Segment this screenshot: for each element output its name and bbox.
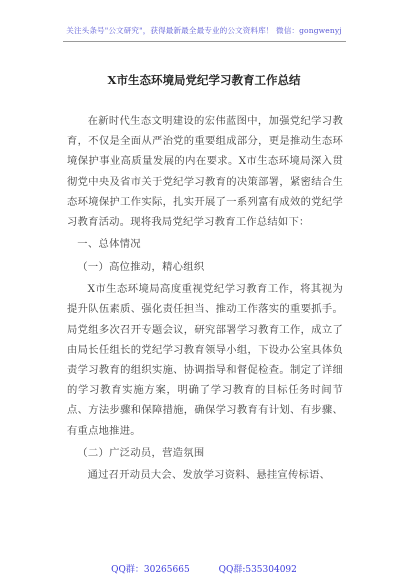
subsection-heading-2: （二）广泛动员，营造氛围 [77, 446, 205, 459]
footer-qq-group-2: QQ群:535304092 [218, 565, 297, 575]
header-note: 关注头条号"公文研究"，获得最新最全最专业的公文资料库！ 微信：gongwenyj [66, 26, 342, 35]
footer-qq-group-1: QQ群：30265665 [111, 565, 190, 575]
document-title: X市生态环境局党纪学习教育工作总结 [107, 73, 301, 87]
footer-contact [0, 562, 408, 575]
body-paragraph-1: X市生态环境局高度重视党纪学习教育工作，将其视为提升队伍素质、强化责任担当、推动工作落实的重要抓手。局党组多次召开专题会议，研究部署学习教育工作，成立了由局长任组长的党纪学习教育领导小组，下设办公室具体负责学习教育的组织实施、协调指导和督促检查。制定了详细的学习教育实施方案，明确了学习教育的目标任务时间节点、方法步骤和保障措施，确保学习教育有计划、有步骤、有重点地推进。 [67, 283, 343, 437]
section-heading-1: 一、总体情况 [77, 238, 141, 251]
document-body [67, 111, 343, 485]
subsection-heading-1: （一）高位推动，精心组织 [77, 261, 205, 274]
header-divider [63, 41, 346, 42]
intro-paragraph: 在新时代生态文明建设的宏伟蓝图中，加强党纪学习教育，不仅是全面从严治党的重要组成部分，更是推动生态环境保护事业高质量发展的内在要求。X市生态环境局深入贯彻党中央及省市关于党纪学习教育的决策部署，紧密结合生态环境保护工作实际，扎实开展了一系列富有成效的党纪学习教育活动。现将我局党纪学习教育工作总结如下： [67, 115, 343, 229]
body-paragraph-2: 通过召开动员大会、发放学习资料、悬挂宣传标语、 [87, 468, 331, 481]
